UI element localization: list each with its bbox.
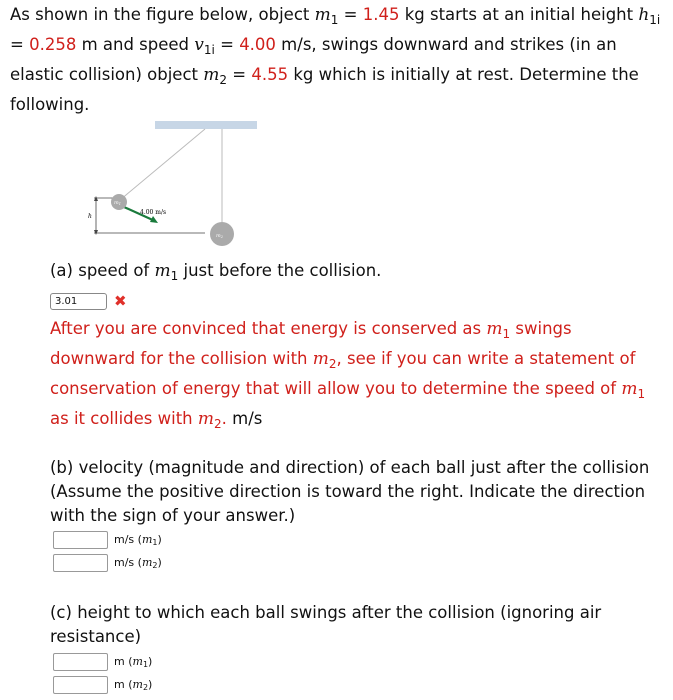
ball-m2 (210, 222, 234, 246)
unit-close: ) (157, 556, 162, 569)
part-b-m1-input[interactable] (53, 531, 108, 549)
m1-value: 1.45 (362, 5, 400, 24)
problem-statement (10, 0, 665, 119)
incorrect-icon: ✖ (114, 292, 127, 310)
hint-text: After you are convinced that energy is conserved as (50, 319, 487, 338)
h-value: 0.258 (29, 35, 77, 54)
m2-subscript: 2 (142, 683, 149, 692)
part-b-m1-unit (114, 533, 162, 546)
intro-text: As shown in the figure below, object (10, 5, 315, 24)
equals: = (338, 5, 363, 24)
prompt-text: just before the collision. (178, 261, 382, 280)
hint-text: as it collides with (50, 409, 198, 428)
m2-symbol: m (197, 409, 215, 429)
m1-symbol: m (132, 655, 143, 668)
m2-symbol: m (141, 556, 153, 569)
m2-subscript: 2 (219, 73, 228, 87)
intro-text: m/s, swings downward and strikes (in an elastic collision) object (10, 35, 617, 84)
m1-subscript: 1 (502, 327, 511, 341)
part-a-answer-input[interactable]: 3.01 (50, 293, 107, 310)
m2-subscript: 2 (214, 417, 222, 431)
m1-symbol: m (314, 5, 331, 25)
m1-symbol: m (141, 533, 153, 546)
height-arrow-head-down (94, 230, 98, 235)
h-symbol: h (638, 5, 650, 25)
m1-subscript: 1 (152, 538, 158, 547)
m2-subscript: 2 (152, 561, 158, 570)
part-c-m1-unit (114, 655, 152, 668)
m2-symbol: m (312, 349, 329, 369)
speed-label: 4.00 m/s (140, 209, 167, 216)
unit-close: ) (157, 533, 162, 546)
pendulum-figure (0, 110, 300, 250)
m2-symbol: m (203, 65, 220, 85)
ceiling-bar (155, 121, 257, 129)
equals: = (214, 35, 240, 54)
unit-text: m/s ( (114, 556, 142, 569)
unit-text: m/s ( (114, 533, 142, 546)
unit-close: ) (148, 678, 153, 691)
height-arrow-head-up (94, 196, 98, 201)
v-symbol: v (194, 35, 204, 55)
part-a-hint (50, 314, 650, 434)
part-c-m2-input[interactable] (53, 676, 108, 694)
part-c-prompt: (c) height to which each ball swings after the collision (ignoring air resistance) (50, 603, 602, 646)
m1-subscript: 1 (170, 269, 179, 283)
part-a-unit: m/s (226, 409, 263, 428)
unit-text: m ( (114, 678, 133, 691)
m2-value: 4.55 (251, 65, 289, 84)
m1-subscript: 1 (142, 660, 149, 669)
m1-symbol: m (154, 261, 171, 281)
hint-text: swings downward for the collision with (50, 319, 572, 368)
part-a-prompt (50, 259, 660, 283)
intro-text: m and speed (76, 35, 195, 54)
part-b-prompt: (b) velocity (magnitude and direction) of each ball just after the collision (Assume the positive direction is toward the right. Indicate the direction with the sign of your answer.) (50, 458, 650, 525)
string-m1 (120, 129, 205, 200)
part-b-m2-unit (114, 556, 162, 569)
part-b-m2-input[interactable] (53, 554, 108, 572)
v-value: 4.00 (239, 35, 276, 54)
equals: = (227, 65, 252, 84)
part-c-m2-unit (114, 678, 152, 691)
m2-symbol: m (132, 678, 143, 691)
hint-text: , see if you can write a statement of conservation of energy that will allow you to determine the speed of (50, 349, 636, 398)
hint-text: . (221, 409, 227, 428)
m1-symbol: m (486, 319, 503, 339)
m1-subscript: 1 (637, 387, 646, 401)
part-c-m1-input[interactable] (53, 653, 108, 671)
intro-text: kg which is initially at rest. Determine the following. (10, 65, 639, 114)
h-subscript: 1i (649, 13, 661, 27)
equals: = (10, 35, 30, 54)
m1-subscript: 1 (330, 13, 339, 27)
m2-label: m (216, 233, 221, 239)
prompt-text: (a) speed of (50, 261, 155, 280)
m1-label-sub: 1 (118, 202, 121, 206)
m2-subscript: 2 (328, 357, 337, 371)
m1-symbol: m (621, 379, 638, 399)
v-subscript: 1i (203, 43, 215, 57)
intro-text: kg starts at an initial height (399, 5, 639, 24)
unit-close: ) (148, 655, 153, 668)
m2-label-sub: 2 (220, 235, 223, 239)
unit-text: m ( (114, 655, 133, 668)
m1-label: m (114, 200, 119, 206)
height-label: h (88, 213, 92, 220)
